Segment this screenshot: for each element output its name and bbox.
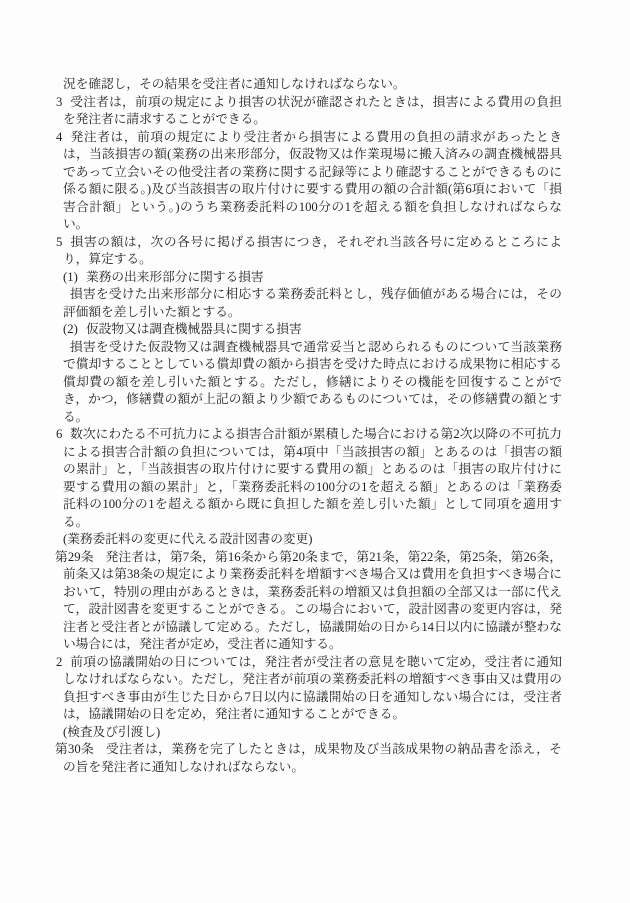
paragraph-number: 2 xyxy=(56,654,63,669)
item-number: (1) xyxy=(63,269,78,284)
section-caption-article-29 xyxy=(63,531,562,549)
article-29 xyxy=(55,549,563,654)
article-30 xyxy=(55,741,562,776)
paragraph-number: 4 xyxy=(56,129,63,144)
paragraph-text: 況を確認し，その結果を受注者に通知しなければならない。 xyxy=(63,77,406,91)
item-body-text: 損害を受けた仮設物又は調査機械器具で通常妥当と認められるものについて当該業務で償却することとしている償却費の額から損害を受けた時点における成果物に相応する償却費の額を差し引いた額とする。ただし，修繕によりその機能を回復することができ，かつ，修繕費の額が上記の額より少額であるものについては，その修繕費の額とする。 xyxy=(63,339,562,424)
paragraph-3 xyxy=(56,94,562,129)
article-29-paragraph-2 xyxy=(56,654,562,724)
paragraph-text: 受注者は，前項の規定により損害の状況が確認されたときは，損害による費用の負担を発注者に請求することができる。 xyxy=(63,94,562,126)
paragraph-6 xyxy=(56,426,562,531)
paragraph-text: 発注者は，前項の規定により受注者から損害による費用の負担の請求があったときは，当該損害の額(業務の出来形部分，仮設物又は作業現場に搬入済みの調査機械器具であって立会いその他受注者の業務に関する記録等により確認することができるものに係る額に限る。)及び当該損害の取片付けに要する費用の額の合計額(第6項において「損害合計額」という。)のうち業務委託料の100分の1を超える額を負担しなければならない。 xyxy=(63,129,562,231)
item-body-text: 損害を受けた出来形部分に相応する業務委託料とし，残存価値がある場合には，その評価額を差し引いた額とする。 xyxy=(63,287,562,319)
article-text: 発注者は，第7条，第16条から第20条まで，第21条，第22条，第25条，第26条，前条又は第38条の規定により業務委託料を増額すべき場合又は費用を負担すべき場合において，特別の理由があるときは，業務委託料の増額又は負担額の全部又は一部に代えて，設計図書を変更することができる。この場合において，設計図書の変更内容は，発注者と受注者とが協議して定める。ただし，協議開始の日から14日以内に協議が整わない場合には，発注者が定め，受注者に通知する。 xyxy=(63,549,563,651)
paragraph-number: 6 xyxy=(56,427,63,441)
section-caption-text: (業務委託料の変更に代える設計図書の変更) xyxy=(63,532,313,546)
section-caption-article-30 xyxy=(63,724,562,742)
carryover-line xyxy=(63,76,562,94)
item-1-heading xyxy=(63,269,562,287)
paragraph-number: 3 xyxy=(56,94,63,109)
article-number: 第30条 xyxy=(55,742,95,756)
paragraph-text: 数次にわたる不可抗力による損害合計額が累積した場合における第2次以降の不可抗力による損害合計額の負担については，第4項中「当該損害の額」とあるのは「損害の額の累計」と，「当該損害の取片付けに要する費用の額」とあるのは「損害の取片付けに要する費用の額の累計」と，「業務委託料の100分の1を超える額」とあるのは「業務委託料の100分の1を超える額から既に負担した額を差し引いた額」として同項を適用する。 xyxy=(63,427,562,529)
item-number: (2) xyxy=(63,322,78,336)
section-caption-text: (検査及び引渡し) xyxy=(63,724,161,739)
paragraph-text: 前項の協議開始の日については，発注者が受注者の意見を聴いて定め，受注者に通知しなければならない。ただし，発注者が前項の業務委託料の増額すべき事由又は費用の負担すべき事由が生じた日から7日以内に協議開始の日を通知しない場合には，受注者は，協議開始の日を定め，発注者に通知することができる。 xyxy=(63,654,562,721)
article-number: 第29条 xyxy=(55,549,94,564)
paragraph-text: 損害の額は，次の各号に掲げる損害につき，それぞれ当該各号に定めるところにより，算定する。 xyxy=(63,234,562,266)
paragraph-number: 5 xyxy=(56,234,63,249)
paragraph-4 xyxy=(56,129,562,234)
item-heading-text: 業務の出来形部分に関する損害 xyxy=(86,269,264,284)
paragraph-5 xyxy=(56,234,562,269)
article-text: 受注者は，業務を完了したときは，成果物及び当該成果物の納品書を添え，その旨を発注者に通知しなければならない。 xyxy=(63,742,562,774)
item-2-body xyxy=(63,339,562,427)
item-heading-text: 仮設物又は調査機械器具に関する損害 xyxy=(86,322,302,336)
item-2-heading xyxy=(63,321,562,339)
item-1-body xyxy=(63,286,562,321)
